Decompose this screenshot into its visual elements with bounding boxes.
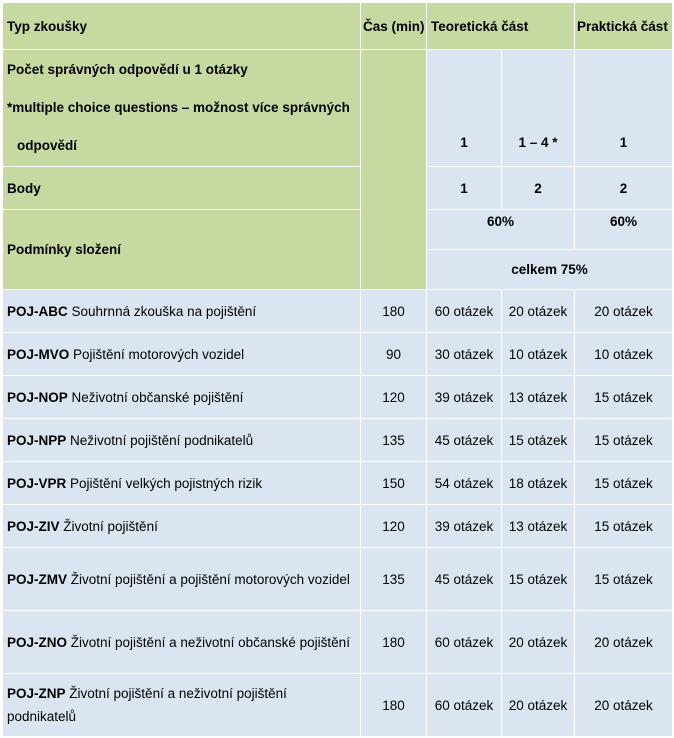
exam-theory-a: 54 otázek	[427, 462, 502, 505]
exam-name: Souhrnná zkouška na pojištění	[71, 303, 257, 319]
exam-theory-b: 20 otázek	[502, 290, 575, 333]
table-row	[3, 419, 673, 462]
exam-code: POJ-ZNP	[7, 686, 66, 701]
exam-name: Životní pojištění a pojištění motorových vozidel	[70, 571, 350, 587]
exam-practice: 20 otázek	[575, 290, 673, 333]
exam-code: POJ-NOP	[7, 389, 68, 405]
exam-code: POJ-MVO	[7, 346, 70, 362]
header-practice: Praktická část	[575, 3, 673, 50]
conditions-total: celkem 75%	[427, 250, 673, 290]
exam-name: Životní pojištění a neživotní pojištění podnikatelů	[7, 686, 287, 724]
exam-time: 150	[361, 462, 427, 505]
exam-name: Neživotní pojištění podnikatelů	[70, 432, 254, 448]
exam-theory-a: 60 otázek	[427, 611, 502, 674]
exam-name-cell	[3, 505, 361, 548]
header-time: Čas (min)	[361, 3, 427, 50]
exam-theory-b: 15 otázek	[502, 548, 575, 611]
exam-name: Pojištění motorových vozidel	[73, 346, 245, 362]
exam-code: POJ-NPP	[7, 432, 67, 448]
count-theory-b: 1 – 4 *	[502, 50, 575, 167]
exam-name-cell	[3, 462, 361, 505]
conditions-practice: 60%	[575, 210, 673, 250]
table-row	[3, 674, 673, 737]
exam-theory-a: 45 otázek	[427, 419, 502, 462]
points-practice: 2	[575, 167, 673, 210]
points-theory-b: 2	[502, 167, 575, 210]
exam-practice: 20 otázek	[575, 674, 673, 737]
exam-theory-b: 15 otázek	[502, 419, 575, 462]
exam-time: 135	[361, 548, 427, 611]
exam-time: 120	[361, 505, 427, 548]
exam-time: 135	[361, 419, 427, 462]
exam-theory-a: 39 otázek	[427, 505, 502, 548]
exam-theory-a: 60 otázek	[427, 674, 502, 737]
table-row	[3, 611, 673, 674]
table-row	[3, 333, 673, 376]
exam-code: POJ-ABC	[7, 303, 68, 319]
exam-theory-a: 60 otázek	[427, 290, 502, 333]
time-merged-cell	[361, 50, 427, 290]
table-row	[3, 290, 673, 333]
header-type: Typ zkoušky	[3, 3, 361, 50]
header-row	[3, 3, 673, 50]
conditions-theory: 60%	[427, 210, 575, 250]
exam-time: 120	[361, 376, 427, 419]
exam-practice: 15 otázek	[575, 462, 673, 505]
exam-time: 180	[361, 290, 427, 333]
count-label-line3: odpovědí	[17, 138, 77, 153]
count-theory-a: 1	[427, 50, 502, 167]
exam-name-cell	[3, 290, 361, 333]
points-row	[3, 167, 673, 210]
header-theory: Teoretická část	[427, 3, 575, 50]
exam-name-cell	[3, 611, 361, 674]
exam-practice: 15 otázek	[575, 548, 673, 611]
exam-table	[2, 2, 673, 737]
exam-theory-b: 13 otázek	[502, 376, 575, 419]
exam-name-cell	[3, 548, 361, 611]
exam-name: Životní pojištění	[63, 518, 158, 534]
conditions-label: Podmínky složení	[3, 210, 361, 290]
exam-theory-a: 45 otázek	[427, 548, 502, 611]
points-theory-a: 1	[427, 167, 502, 210]
exam-practice: 15 otázek	[575, 376, 673, 419]
exam-code: POJ-ZMV	[7, 571, 68, 587]
exam-name-cell	[3, 333, 361, 376]
exam-theory-b: 20 otázek	[502, 611, 575, 674]
exam-theory-b: 10 otázek	[502, 333, 575, 376]
points-label: Body	[3, 167, 361, 210]
exam-time: 180	[361, 611, 427, 674]
table-row	[3, 376, 673, 419]
exam-theory-b: 13 otázek	[502, 505, 575, 548]
exam-code: POJ-ZNO	[7, 634, 68, 650]
table-row	[3, 548, 673, 611]
exam-name-cell	[3, 674, 361, 737]
conditions-row	[3, 210, 673, 250]
exam-practice: 15 otázek	[575, 505, 673, 548]
exam-time: 180	[361, 674, 427, 737]
exam-theory-a: 39 otázek	[427, 376, 502, 419]
count-label-line2: *multiple choice questions – možnost více správných	[7, 100, 350, 115]
table-row	[3, 462, 673, 505]
exam-code: POJ-VPR	[7, 475, 67, 491]
exam-name: Pojištění velkých pojistných rizik	[70, 475, 263, 491]
exam-time: 90	[361, 333, 427, 376]
count-label	[3, 50, 361, 167]
table-row	[3, 505, 673, 548]
count-row	[3, 50, 673, 167]
exam-theory-b: 18 otázek	[502, 462, 575, 505]
exam-name-cell	[3, 376, 361, 419]
exam-theory-a: 30 otázek	[427, 333, 502, 376]
exam-name-cell	[3, 419, 361, 462]
count-practice: 1	[575, 50, 673, 167]
exam-name: Životní pojištění a neživotní občanské pojištění	[70, 634, 350, 650]
exam-theory-b: 20 otázek	[502, 674, 575, 737]
exam-practice: 20 otázek	[575, 611, 673, 674]
count-label-line1: Počet správných odpovědí u 1 otázky	[7, 62, 248, 77]
exam-name: Neživotní občanské pojištění	[71, 389, 244, 405]
exam-practice: 15 otázek	[575, 419, 673, 462]
exam-code: POJ-ZIV	[7, 518, 60, 534]
exam-practice: 10 otázek	[575, 333, 673, 376]
